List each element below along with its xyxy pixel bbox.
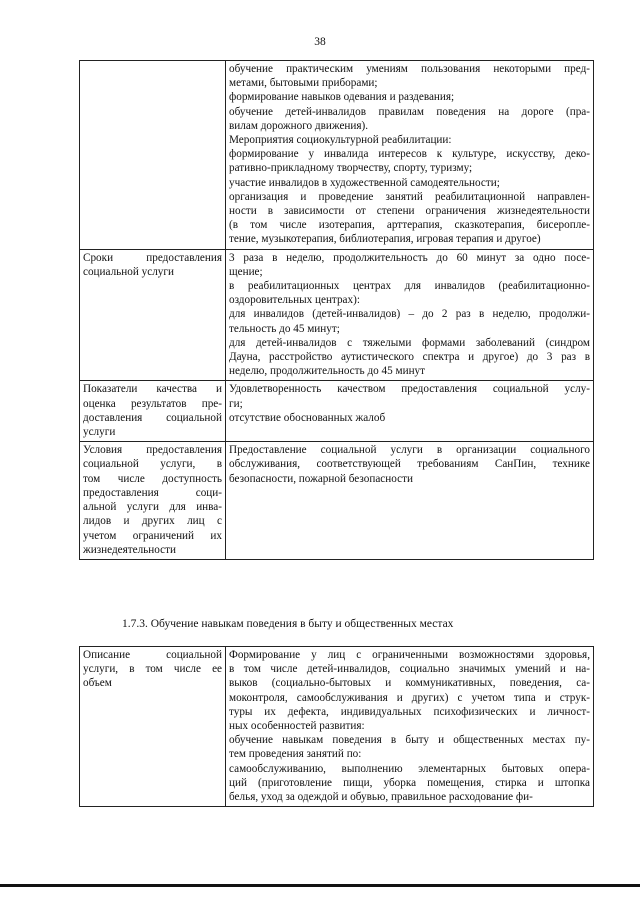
- row-content-cell: [226, 61, 594, 250]
- content-line: Дауна, расстройство аутистического спектра и другое) до 3 раз в: [229, 351, 590, 364]
- content-line: в реабилитационных центрах для инвалидов (реабилитационно-: [229, 280, 590, 293]
- page-number: 38: [314, 36, 326, 48]
- bottom-rule: [0, 884, 640, 887]
- service-table-2-body: [80, 647, 594, 807]
- content-line: Формирование у лиц с ограниченными возможностями здоровья,: [229, 649, 590, 661]
- content-line: оздоровительных центрах):: [229, 294, 360, 307]
- label-line: учетом ограничений их: [83, 529, 222, 542]
- content-line: (в том числе изотерапия, арттерапия, сказкотерапия, бисеропле-: [229, 219, 590, 232]
- content-line: формирование у инвалида интересов к культуре, искусству, деко-: [229, 148, 590, 161]
- label-line: жизнедеятельности: [83, 543, 176, 556]
- label-line: Показатели качества и: [83, 383, 222, 396]
- content-line: безопасности, пожарной безопасности: [229, 472, 413, 485]
- content-line: ных особенностей развития:: [229, 720, 365, 733]
- content-line: тем проведения занятий по:: [229, 748, 362, 761]
- content-line: обучение детей-инвалидов правилам поведения на дороге (пра-: [229, 105, 590, 118]
- label-line: Условия предоставления: [83, 444, 222, 457]
- content-line: Удовлетворенность качеством предоставления социальной услу-: [229, 383, 590, 396]
- content-line: ности в зависимости от степени ограничения жизнедеятельности: [229, 205, 590, 218]
- content-line: моконтроля, самообслуживания и других) с учетом типа и струк-: [229, 691, 590, 704]
- label-line: услуги, в том числе ее: [83, 663, 222, 676]
- table-row: [80, 381, 594, 442]
- label-line: доставления социальной: [83, 411, 222, 424]
- label-line: альной услуги для инва-: [83, 501, 222, 514]
- content-line: неделю, продолжительность до 45 минут: [229, 365, 426, 378]
- content-line: участие инвалидов в художественной самодеятельности;: [229, 176, 500, 189]
- row-label-cell: [80, 442, 226, 560]
- label-line: объем: [83, 677, 112, 690]
- content-line: формирование навыков одевания и раздевания;: [229, 91, 455, 104]
- content-line: организация и проведение занятий реабилитационной направлен-: [229, 190, 590, 203]
- content-line: Мероприятия социокультурной реабилитации:: [229, 134, 452, 147]
- content-line: ций (приготовление пищи, уборка помещения, стирка и штопка: [229, 776, 590, 789]
- content-line: белья, уход за одеждой и обувью, правильное расходование фи-: [229, 791, 533, 804]
- content-line: тение, музыкотерапия, библиотерапия, игровая терапия и другое): [229, 233, 541, 246]
- content-line: обучение навыкам поведения в быту и общественных местах пу-: [229, 734, 590, 747]
- table-row: [80, 442, 594, 560]
- content-line: выков (социально-бытовых и коммуникативных, поведения, са-: [229, 677, 590, 690]
- content-line: для детей-инвалидов с тяжелыми формами заболеваний (синдром: [229, 336, 590, 349]
- row-label-cell: [80, 647, 226, 807]
- table-row: [80, 647, 594, 807]
- label-line: лидов и других лиц с: [83, 515, 222, 528]
- content-line: обслуживания, соответствующей требованиям СанПин, технике: [229, 458, 590, 471]
- row-content-cell: [226, 647, 594, 807]
- table-row: [80, 61, 594, 250]
- content-line: в том числе детей-инвалидов, социально значимых умений и на-: [229, 663, 590, 676]
- label-line: социальной услуги, в: [83, 458, 222, 471]
- content-line: самообслуживанию, выполнению элементарных бытовых опера-: [229, 762, 590, 775]
- label-line: услуги: [83, 426, 116, 439]
- row-label-cell: [80, 381, 226, 442]
- service-table-1-body: [80, 61, 594, 560]
- label-line: том числе доступность: [83, 472, 222, 485]
- table-row: [80, 249, 594, 381]
- content-line: щение;: [229, 265, 263, 278]
- row-label-cell: [80, 249, 226, 381]
- content-line: метами, бытовыми приборами;: [229, 77, 378, 90]
- label-line: социальной услуги: [83, 265, 174, 278]
- section-heading: 1.7.3. Обучение навыкам поведения в быту и общественных местах: [122, 618, 454, 630]
- service-table-2: [79, 646, 594, 807]
- content-line: 3 раза в неделю, продолжительность до 60 минут за одно посе-: [229, 251, 590, 264]
- row-content-cell: [226, 381, 594, 442]
- label-line: предоставления соци-: [83, 486, 222, 499]
- content-line: ративно-прикладному творчеству, спорту, туризму;: [229, 162, 473, 175]
- label-line: Сроки предоставления: [83, 251, 222, 264]
- content-line: обучение практическим умениям пользования некоторыми пред-: [229, 63, 590, 75]
- content-line: Предоставление социальной услуги в организации социального: [229, 444, 590, 457]
- service-table-1: [79, 60, 594, 560]
- content-line: вилам дорожного движения).: [229, 119, 369, 132]
- row-label-cell: [80, 61, 226, 250]
- content-line: ги;: [229, 397, 243, 410]
- content-line: для инвалидов (детей-инвалидов) – до 2 раз в неделю, продолжи-: [229, 308, 590, 321]
- row-content-cell: [226, 442, 594, 560]
- content-line: тельность до 45 минут;: [229, 322, 340, 335]
- label-line: Описание социальной: [83, 649, 222, 661]
- row-content-cell: [226, 249, 594, 381]
- content-line: туры их дефекта, индивидуальных психофизических и личност-: [229, 705, 590, 718]
- content-line: отсутствие обоснованных жалоб: [229, 411, 386, 424]
- label-line: оценка результатов пре-: [83, 397, 222, 410]
